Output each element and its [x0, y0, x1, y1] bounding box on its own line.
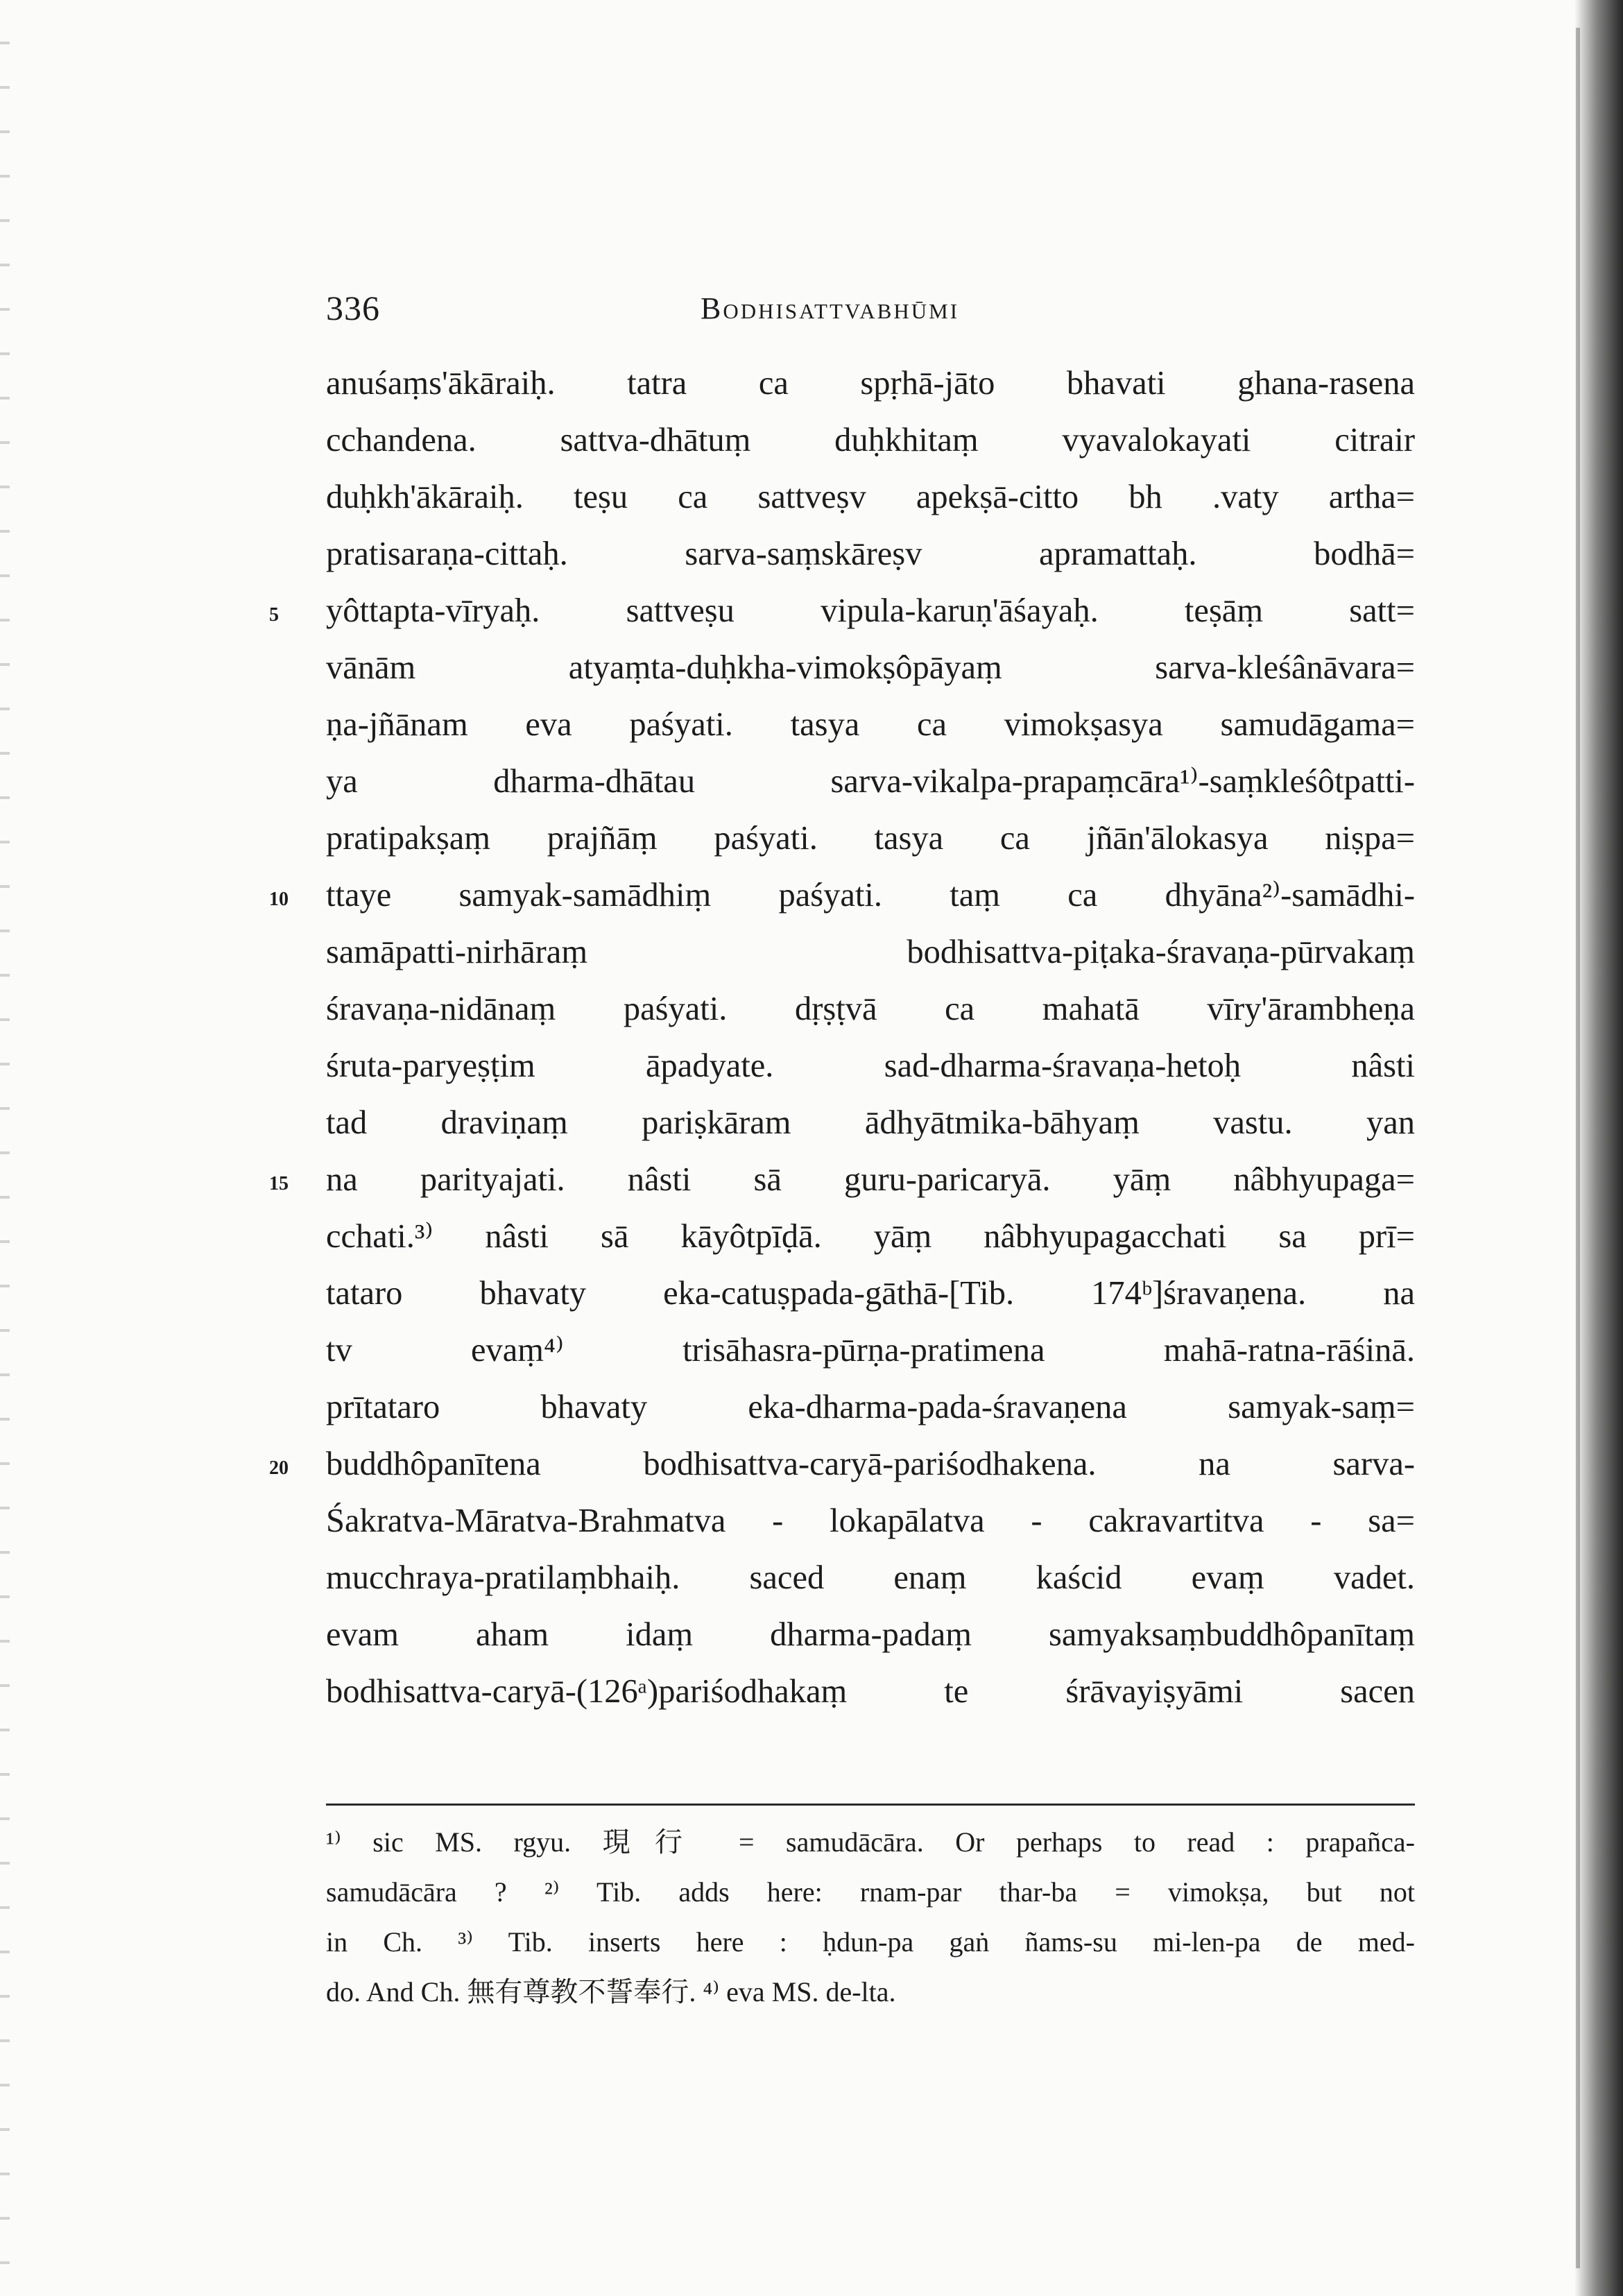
running-title: Bodhisattvabhūmi	[701, 291, 960, 325]
footnote-line: in Ch. ³⁾ Tib. inserts here : ḥdun-pa gaṅ ñams-su mi-len-pa de med-	[326, 1926, 1415, 1957]
text-line: ya dharma-dhātau sarva-vikalpa-prapaṃcāra¹⁾-saṃkleśôtpatti-	[326, 763, 1415, 800]
margin-line-number: 5	[269, 604, 279, 626]
text-line: mucchraya-pratilaṃbhaiḥ. saced enaṃ kaścid evaṃ vadet.	[326, 1559, 1415, 1596]
footnote-line: samudācāra ? ²⁾ Tib. adds here: rnam-par thar-ba = vimokṣa, but not	[326, 1876, 1415, 1908]
text-line: anuśaṃs'ākāraiḥ. tatra ca spṛhā-jāto bhavati ghana-rasena	[326, 365, 1415, 402]
margin-line-number: 10	[269, 889, 289, 910]
text-line: ttaye samyak-samādhiṃ paśyati. taṃ ca dhyāna²⁾-samādhi-	[326, 877, 1415, 914]
page-header	[326, 288, 1415, 329]
text-line: cchandena. sattva-dhātuṃ duḥkhitaṃ vyavalokayati citrair	[326, 422, 1415, 459]
text-line: tataro bhavaty eka-catuṣpada-gāthā-[Tib. 174ᵇ]śravaṇena. na	[326, 1275, 1415, 1312]
text-line: śravaṇa-nidānaṃ paśyati. dṛṣṭvā ca mahatā vīry'ārambheṇa	[326, 991, 1415, 1027]
text-line: buddhôpanītena bodhisattva-caryā-pariśodhakena. na sarva-	[326, 1446, 1415, 1482]
text-line: pratisaraṇa-cittaḥ. sarva-saṃskāreṣv apramattaḥ. bodhā=	[326, 536, 1415, 572]
text-line: cchati.³⁾ nâsti sā kāyôtpīḍā. yāṃ nâbhyupagacchati sa prī=	[326, 1218, 1415, 1255]
text-line: vānām atyaṃta-duḥkha-vimokṣôpāyaṃ sarva-kleśânāvara=	[326, 649, 1415, 686]
text-line: duḥkh'ākāraiḥ. teṣu ca sattveṣv apekṣā-citto bh .vaty artha=	[326, 479, 1415, 515]
book-gutter-shadow	[1574, 0, 1623, 2296]
footnotes-block	[326, 1817, 1415, 2017]
text-line: prītataro bhavaty eka-dharma-pada-śravaṇena samyak-saṃ=	[326, 1389, 1415, 1425]
margin-line-number: 20	[269, 1457, 289, 1479]
text-line: bodhisattva-caryā-(126ᵃ)pariśodhakaṃ te śrāvayiṣyāmi sacen	[326, 1673, 1415, 1710]
page-number: 336	[326, 289, 380, 327]
text-line: śruta-paryeṣṭim āpadyate. sad-dharma-śravaṇa-hetoḥ nâsti	[326, 1047, 1415, 1084]
text-line: samāpatti-nirhāraṃ bodhisattva-piṭaka-śravaṇa-pūrvakaṃ	[326, 934, 1415, 970]
text-line: tad draviṇaṃ pariṣkāram ādhyātmika-bāhyaṃ vastu. yan	[326, 1104, 1415, 1141]
main-text-block	[326, 355, 1415, 1720]
margin-line-number: 15	[269, 1173, 289, 1194]
text-line: yôttapta-vīryaḥ. sattveṣu vipula-karuṇ'āśayaḥ. teṣāṃ satt=	[326, 592, 1415, 629]
text-line: pratipakṣaṃ prajñāṃ paśyati. tasya ca jñān'ālokasya niṣpa=	[326, 820, 1415, 857]
text-line: evam aham idaṃ dharma-padaṃ samyaksaṃbuddhôpanītaṃ	[326, 1616, 1415, 1653]
scan-left-edge	[0, 0, 10, 2296]
text-line: tv evaṃ⁴⁾ trisāhasra-pūrṇa-pratimena mahā-ratna-rāśinā.	[326, 1332, 1415, 1369]
text-line: ṇa-jñānam eva paśyati. tasya ca vimokṣasya samudāgama=	[326, 706, 1415, 743]
footnote-line: do. And Ch. 無有尊教不誓奉行. ⁴⁾ eva MS. de-lta.	[326, 1976, 896, 2007]
text-line: Śakratva-Māratva-Brahmatva - lokapālatva - cakravartitva - sa=	[326, 1502, 1415, 1539]
text-line: na parityajati. nâsti sā guru-paricaryā. yāṃ nâbhyupaga=	[326, 1161, 1415, 1198]
footnote-divider	[326, 1804, 1415, 1806]
footnote-line: ¹⁾ sic MS. rgyu. 現行 = samudācāra. Or perhaps to read : prapañca-	[326, 1826, 1415, 1858]
